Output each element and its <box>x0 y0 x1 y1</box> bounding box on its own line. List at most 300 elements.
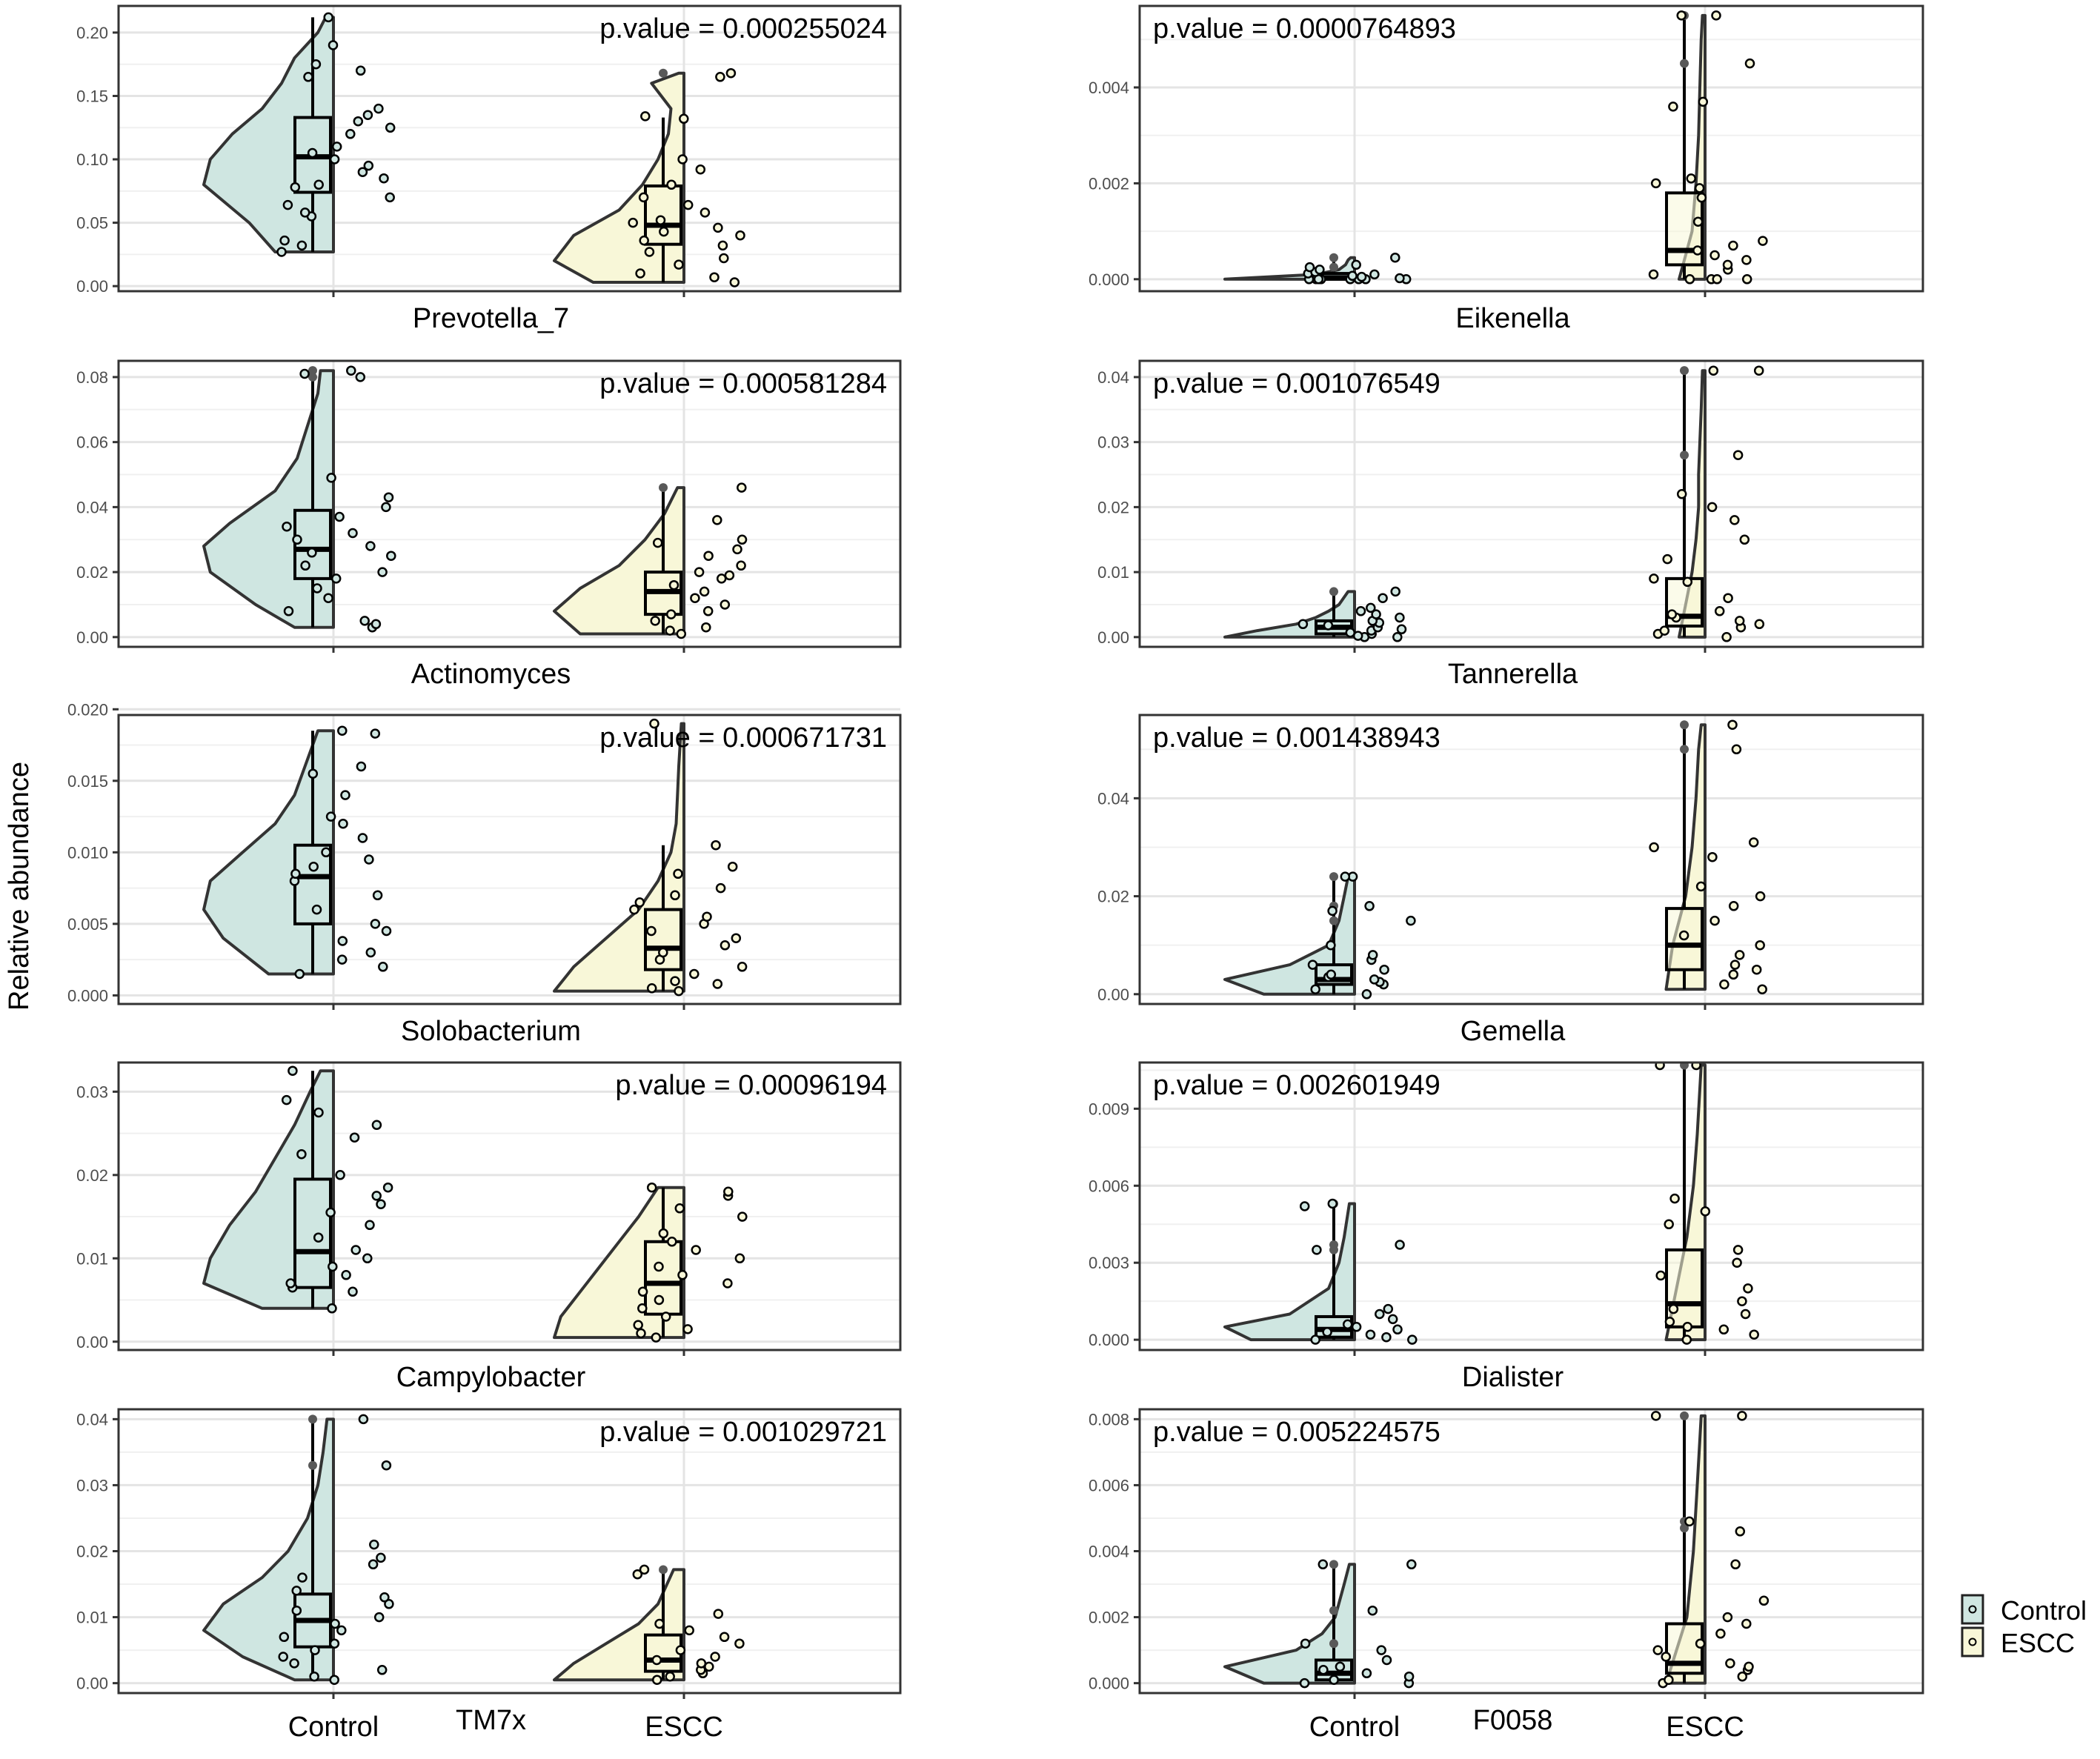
data-point <box>1300 1203 1309 1211</box>
genus-label: Tannerella <box>1447 659 1578 690</box>
data-point <box>363 1254 371 1263</box>
data-point <box>720 254 728 262</box>
data-point <box>1708 503 1716 511</box>
data-point <box>373 1121 381 1129</box>
y-tick-label: 0.10 <box>76 150 108 170</box>
y-tick-label: 0.006 <box>1088 1476 1129 1495</box>
data-point <box>1746 59 1754 67</box>
data-point <box>1300 1679 1309 1687</box>
data-point <box>1357 607 1365 615</box>
data-point <box>1665 1220 1673 1228</box>
data-point <box>1384 1305 1392 1313</box>
data-point <box>671 977 679 985</box>
data-point <box>315 181 323 189</box>
y-tick-label: 0.000 <box>1088 1674 1129 1693</box>
data-point <box>291 183 299 191</box>
data-point <box>366 1221 374 1229</box>
y-tick-label: 0.005 <box>67 914 108 934</box>
data-point <box>338 956 346 964</box>
data-point <box>1742 256 1750 264</box>
genus-label: TM7x <box>456 1705 526 1736</box>
data-point <box>1699 98 1707 106</box>
y-tick-label: 0.04 <box>1097 789 1129 808</box>
x-tick-label-escc: ESCC <box>645 1712 723 1743</box>
data-point <box>711 273 719 282</box>
data-point <box>714 980 722 988</box>
outlier-point <box>1680 450 1689 459</box>
box <box>295 1179 330 1287</box>
data-point <box>1652 1411 1660 1420</box>
data-point <box>1370 975 1378 983</box>
data-point <box>1724 594 1732 602</box>
data-point <box>377 1200 385 1208</box>
data-point <box>1734 451 1742 459</box>
data-point <box>293 1606 301 1615</box>
y-tick-label: 0.01 <box>76 1249 108 1268</box>
data-point <box>674 870 682 878</box>
data-point <box>1309 961 1317 969</box>
data-point <box>372 620 380 628</box>
data-point <box>629 219 637 227</box>
data-point <box>385 493 393 502</box>
data-point <box>365 856 373 864</box>
data-point <box>325 13 333 21</box>
data-point <box>1698 193 1706 202</box>
data-point <box>659 1229 668 1237</box>
data-point <box>640 1566 648 1574</box>
data-point <box>721 941 729 949</box>
data-point <box>1395 614 1403 622</box>
y-tick-label: 0.015 <box>67 771 108 791</box>
data-point <box>278 248 286 256</box>
data-point <box>342 791 350 799</box>
y-tick-label: 0.02 <box>1097 498 1129 517</box>
data-point <box>1352 261 1360 269</box>
data-point <box>328 473 336 482</box>
data-point <box>284 201 292 209</box>
data-point <box>1730 516 1738 524</box>
data-point <box>1326 941 1335 949</box>
data-point <box>280 1633 288 1641</box>
data-point <box>645 248 654 256</box>
y-tick-label: 0.003 <box>1088 1254 1129 1273</box>
data-point <box>374 104 382 113</box>
data-point <box>1666 1317 1674 1326</box>
data-point <box>648 984 656 992</box>
box <box>645 1635 681 1672</box>
data-point <box>1678 11 1686 19</box>
data-point <box>738 1213 746 1221</box>
data-point <box>1336 1663 1344 1671</box>
x-tick-label-control: Control <box>1309 1712 1400 1743</box>
y-tick-label: 0.00 <box>76 1332 108 1351</box>
data-point <box>713 516 721 524</box>
data-point <box>1687 174 1695 182</box>
data-point <box>670 581 678 589</box>
data-point <box>1366 1331 1375 1339</box>
y-tick-label: 0.02 <box>76 1542 108 1561</box>
data-point <box>727 69 735 77</box>
data-point <box>1683 1336 1691 1344</box>
data-point <box>346 130 354 138</box>
outlier-point <box>1329 253 1338 262</box>
data-point <box>1312 1246 1320 1254</box>
outlier-point <box>1680 59 1689 68</box>
data-point <box>1306 263 1314 271</box>
data-point <box>330 1676 339 1684</box>
data-point <box>298 242 306 250</box>
data-point <box>1396 1241 1404 1249</box>
data-point <box>373 891 382 900</box>
data-point <box>359 1415 368 1423</box>
outlier-point <box>1680 720 1689 729</box>
data-point <box>1712 11 1721 19</box>
data-point <box>714 224 722 232</box>
y-axis-title: Relative abundance <box>4 762 35 1011</box>
data-point <box>380 174 388 182</box>
data-point <box>667 611 675 619</box>
data-point <box>1662 1653 1670 1661</box>
data-point <box>1382 1333 1390 1341</box>
data-point <box>1686 275 1694 283</box>
data-point <box>387 552 395 560</box>
data-point <box>1732 745 1741 754</box>
y-tick-label: 0.00 <box>1097 628 1129 647</box>
data-point <box>1352 1323 1360 1331</box>
y-tick-label: 0.000 <box>1088 270 1129 289</box>
data-point <box>1657 1271 1665 1280</box>
data-point <box>723 1280 731 1288</box>
data-point <box>1695 184 1704 192</box>
data-point <box>382 927 391 935</box>
data-point <box>313 585 322 593</box>
outlier-point <box>659 1565 668 1574</box>
data-point <box>378 1666 386 1674</box>
data-point <box>697 165 705 173</box>
x-tick-label-control: Control <box>288 1712 379 1743</box>
data-point <box>371 920 379 928</box>
outlier-point <box>1680 1411 1689 1420</box>
y-tick-label: 0.20 <box>76 23 108 42</box>
data-point <box>310 862 318 871</box>
data-point <box>1750 1331 1758 1339</box>
data-point <box>1741 1310 1750 1318</box>
data-point <box>283 522 291 531</box>
data-point <box>1734 1246 1742 1254</box>
data-point <box>1715 607 1724 615</box>
data-point <box>364 111 372 119</box>
outlier-point <box>1329 587 1338 596</box>
data-point <box>1723 633 1731 641</box>
genus-label: Gemella <box>1460 1016 1566 1047</box>
p-value-label: p.value = 0.000671731 <box>599 722 887 754</box>
data-point <box>736 1254 744 1263</box>
y-tick-label: 0.04 <box>76 1410 108 1429</box>
y-tick-label: 0.02 <box>1097 887 1129 906</box>
outlier-point <box>659 483 668 492</box>
data-point <box>328 1304 336 1312</box>
data-point <box>659 227 668 236</box>
y-tick-label: 0.009 <box>1088 1100 1129 1119</box>
p-value-label: p.value = 0.00096194 <box>615 1070 887 1101</box>
data-point <box>1312 985 1320 994</box>
data-point <box>309 770 317 778</box>
data-point <box>1756 892 1764 900</box>
data-point <box>349 1288 357 1296</box>
data-point <box>357 762 365 771</box>
data-point <box>384 1183 392 1191</box>
data-point <box>1393 633 1401 641</box>
data-point <box>734 545 742 553</box>
data-point <box>1389 1315 1397 1323</box>
data-point <box>668 181 676 189</box>
data-point <box>1729 902 1738 910</box>
data-point <box>1729 971 1738 979</box>
p-value-label: p.value = 0.002601949 <box>1153 1070 1441 1101</box>
data-point <box>1709 367 1718 375</box>
data-point <box>290 1659 299 1667</box>
data-point <box>293 1586 301 1595</box>
data-point <box>738 962 746 971</box>
data-point <box>684 201 692 209</box>
data-point <box>1329 907 1337 915</box>
data-point <box>291 870 299 878</box>
data-point <box>305 73 313 81</box>
data-point <box>366 542 374 551</box>
data-point <box>655 1296 663 1304</box>
data-point <box>1720 1326 1728 1334</box>
data-point <box>1408 1336 1416 1344</box>
data-point <box>719 242 727 250</box>
data-point <box>668 1237 676 1246</box>
data-point <box>349 529 357 537</box>
y-tick-label: 0.06 <box>76 433 108 452</box>
data-point <box>639 1288 647 1296</box>
data-point <box>637 270 645 278</box>
data-point <box>338 727 346 735</box>
data-point <box>333 142 341 150</box>
y-tick-label: 0.010 <box>67 843 108 862</box>
data-point <box>1738 1411 1746 1420</box>
data-point <box>679 1271 687 1279</box>
data-point <box>1649 574 1658 582</box>
data-point <box>1729 721 1737 729</box>
data-point <box>1324 622 1332 630</box>
y-tick-label: 0.004 <box>1088 1542 1129 1561</box>
data-point <box>702 623 710 631</box>
data-point <box>700 588 708 596</box>
data-point <box>703 913 711 921</box>
data-point <box>369 1560 377 1569</box>
data-point <box>657 216 665 225</box>
data-point <box>1724 1613 1732 1621</box>
y-tick-label: 0.00 <box>76 277 108 296</box>
legend-label-control: Control <box>2001 1595 2087 1626</box>
data-point <box>641 112 649 120</box>
data-point <box>331 1620 339 1628</box>
data-point <box>1724 261 1732 269</box>
data-point <box>648 1183 656 1191</box>
data-point <box>330 1640 339 1648</box>
data-point <box>1685 1517 1693 1526</box>
data-point <box>677 630 685 638</box>
data-point <box>301 370 309 378</box>
data-point <box>1735 616 1744 625</box>
data-point <box>1752 965 1761 974</box>
data-point <box>1731 961 1739 969</box>
y-tick-label: 0.15 <box>76 87 108 106</box>
data-point <box>712 841 720 849</box>
data-point <box>1391 253 1399 262</box>
data-point <box>386 124 394 132</box>
y-tick-label: 0.000 <box>67 986 108 1005</box>
data-point <box>630 905 638 914</box>
y-tick-label: 0.002 <box>1088 1608 1129 1627</box>
data-point <box>1671 1194 1679 1203</box>
data-point <box>336 513 344 521</box>
y-tick-label: 0.04 <box>76 498 108 517</box>
data-point <box>312 60 320 68</box>
data-point <box>1383 1656 1391 1664</box>
data-point <box>1661 627 1669 635</box>
genus-label: Campylobacter <box>396 1362 586 1393</box>
data-point <box>1392 588 1400 596</box>
genus-label: Dialister <box>1461 1362 1564 1393</box>
data-point <box>371 730 379 738</box>
genus-label: Actinomyces <box>411 659 571 690</box>
genus-label: Solobacterium <box>401 1016 581 1047</box>
data-point <box>1729 242 1737 250</box>
p-value-label: p.value = 0.001029721 <box>599 1417 887 1448</box>
data-point <box>347 367 355 375</box>
data-point <box>1701 1207 1709 1215</box>
data-point <box>339 937 347 945</box>
data-point <box>370 1540 378 1549</box>
data-point <box>737 562 745 570</box>
data-point <box>379 962 387 971</box>
data-point <box>1678 490 1686 498</box>
data-point <box>1669 1305 1678 1313</box>
data-point <box>365 162 373 170</box>
data-point <box>325 594 333 602</box>
outlier-point <box>308 1461 317 1470</box>
data-point <box>724 1188 732 1196</box>
data-point <box>308 548 316 556</box>
data-point <box>731 279 739 287</box>
outlier-point <box>1680 745 1689 754</box>
legend-label-escc: ESCC <box>2001 1628 2076 1658</box>
data-point <box>1735 951 1744 959</box>
data-point <box>352 1246 360 1254</box>
outlier-point <box>1329 1246 1338 1254</box>
data-point <box>1369 1606 1377 1615</box>
data-point <box>662 1313 670 1321</box>
y-tick-label: 0.03 <box>76 1476 108 1495</box>
data-point <box>648 927 656 935</box>
data-point <box>634 1321 642 1329</box>
outlier-point <box>659 69 668 78</box>
data-point <box>1349 272 1357 280</box>
data-point <box>675 261 683 269</box>
data-point <box>337 1626 345 1635</box>
data-point <box>1330 1676 1338 1684</box>
data-point <box>301 208 309 216</box>
data-point <box>651 616 659 625</box>
data-point <box>705 552 713 560</box>
data-point <box>359 834 367 842</box>
data-point <box>367 948 375 957</box>
data-point <box>1669 102 1677 110</box>
data-point <box>1684 578 1692 586</box>
data-point <box>1654 1646 1662 1655</box>
data-point <box>666 1672 674 1680</box>
data-point <box>716 73 724 81</box>
y-tick-label: 0.02 <box>76 1166 108 1185</box>
y-tick-label: 0.04 <box>1097 368 1129 387</box>
data-point <box>1341 873 1349 881</box>
data-point <box>701 208 709 216</box>
data-point <box>679 115 688 123</box>
data-point <box>737 484 745 492</box>
data-point <box>308 149 316 157</box>
data-point <box>1760 1597 1768 1605</box>
data-point <box>725 571 734 579</box>
y-tick-label: 0.08 <box>76 368 108 387</box>
data-point <box>288 1067 296 1075</box>
data-point <box>1379 594 1387 602</box>
data-point <box>690 970 698 978</box>
y-tick-label: 0.03 <box>76 1083 108 1102</box>
genus-label: Eikenella <box>1455 303 1570 334</box>
data-point <box>1756 941 1764 949</box>
data-point <box>1358 273 1366 281</box>
data-point <box>1378 1646 1386 1655</box>
data-point <box>676 1204 684 1212</box>
data-point <box>732 934 740 942</box>
data-point <box>379 568 387 576</box>
data-point <box>1668 611 1676 619</box>
data-point <box>1299 620 1307 628</box>
data-point <box>386 193 394 202</box>
data-point <box>685 1626 694 1635</box>
data-point <box>684 1325 692 1333</box>
data-point <box>1732 1560 1740 1569</box>
data-point <box>1755 620 1764 628</box>
data-point <box>728 862 737 871</box>
data-point <box>721 601 729 609</box>
data-point <box>350 1134 359 1142</box>
p-value-label: p.value = 0.001438943 <box>1153 722 1441 754</box>
data-point <box>328 1263 336 1271</box>
outlier-point <box>1329 1560 1338 1569</box>
outlier-point <box>1329 263 1338 272</box>
outlier-point <box>308 1414 317 1423</box>
data-point <box>1363 1669 1371 1677</box>
box <box>645 1242 681 1314</box>
data-point <box>692 1246 700 1254</box>
data-point <box>297 1150 305 1158</box>
data-point <box>1758 985 1767 994</box>
data-point <box>375 1613 383 1621</box>
data-point <box>380 1593 388 1601</box>
genus-label: Prevotella_7 <box>412 303 570 334</box>
data-point <box>1726 1659 1734 1667</box>
y-tick-label: 0.00 <box>76 1674 108 1693</box>
data-point <box>281 236 289 245</box>
y-tick-label: 0.002 <box>1088 174 1129 193</box>
data-point <box>695 568 703 576</box>
data-point <box>654 539 662 547</box>
